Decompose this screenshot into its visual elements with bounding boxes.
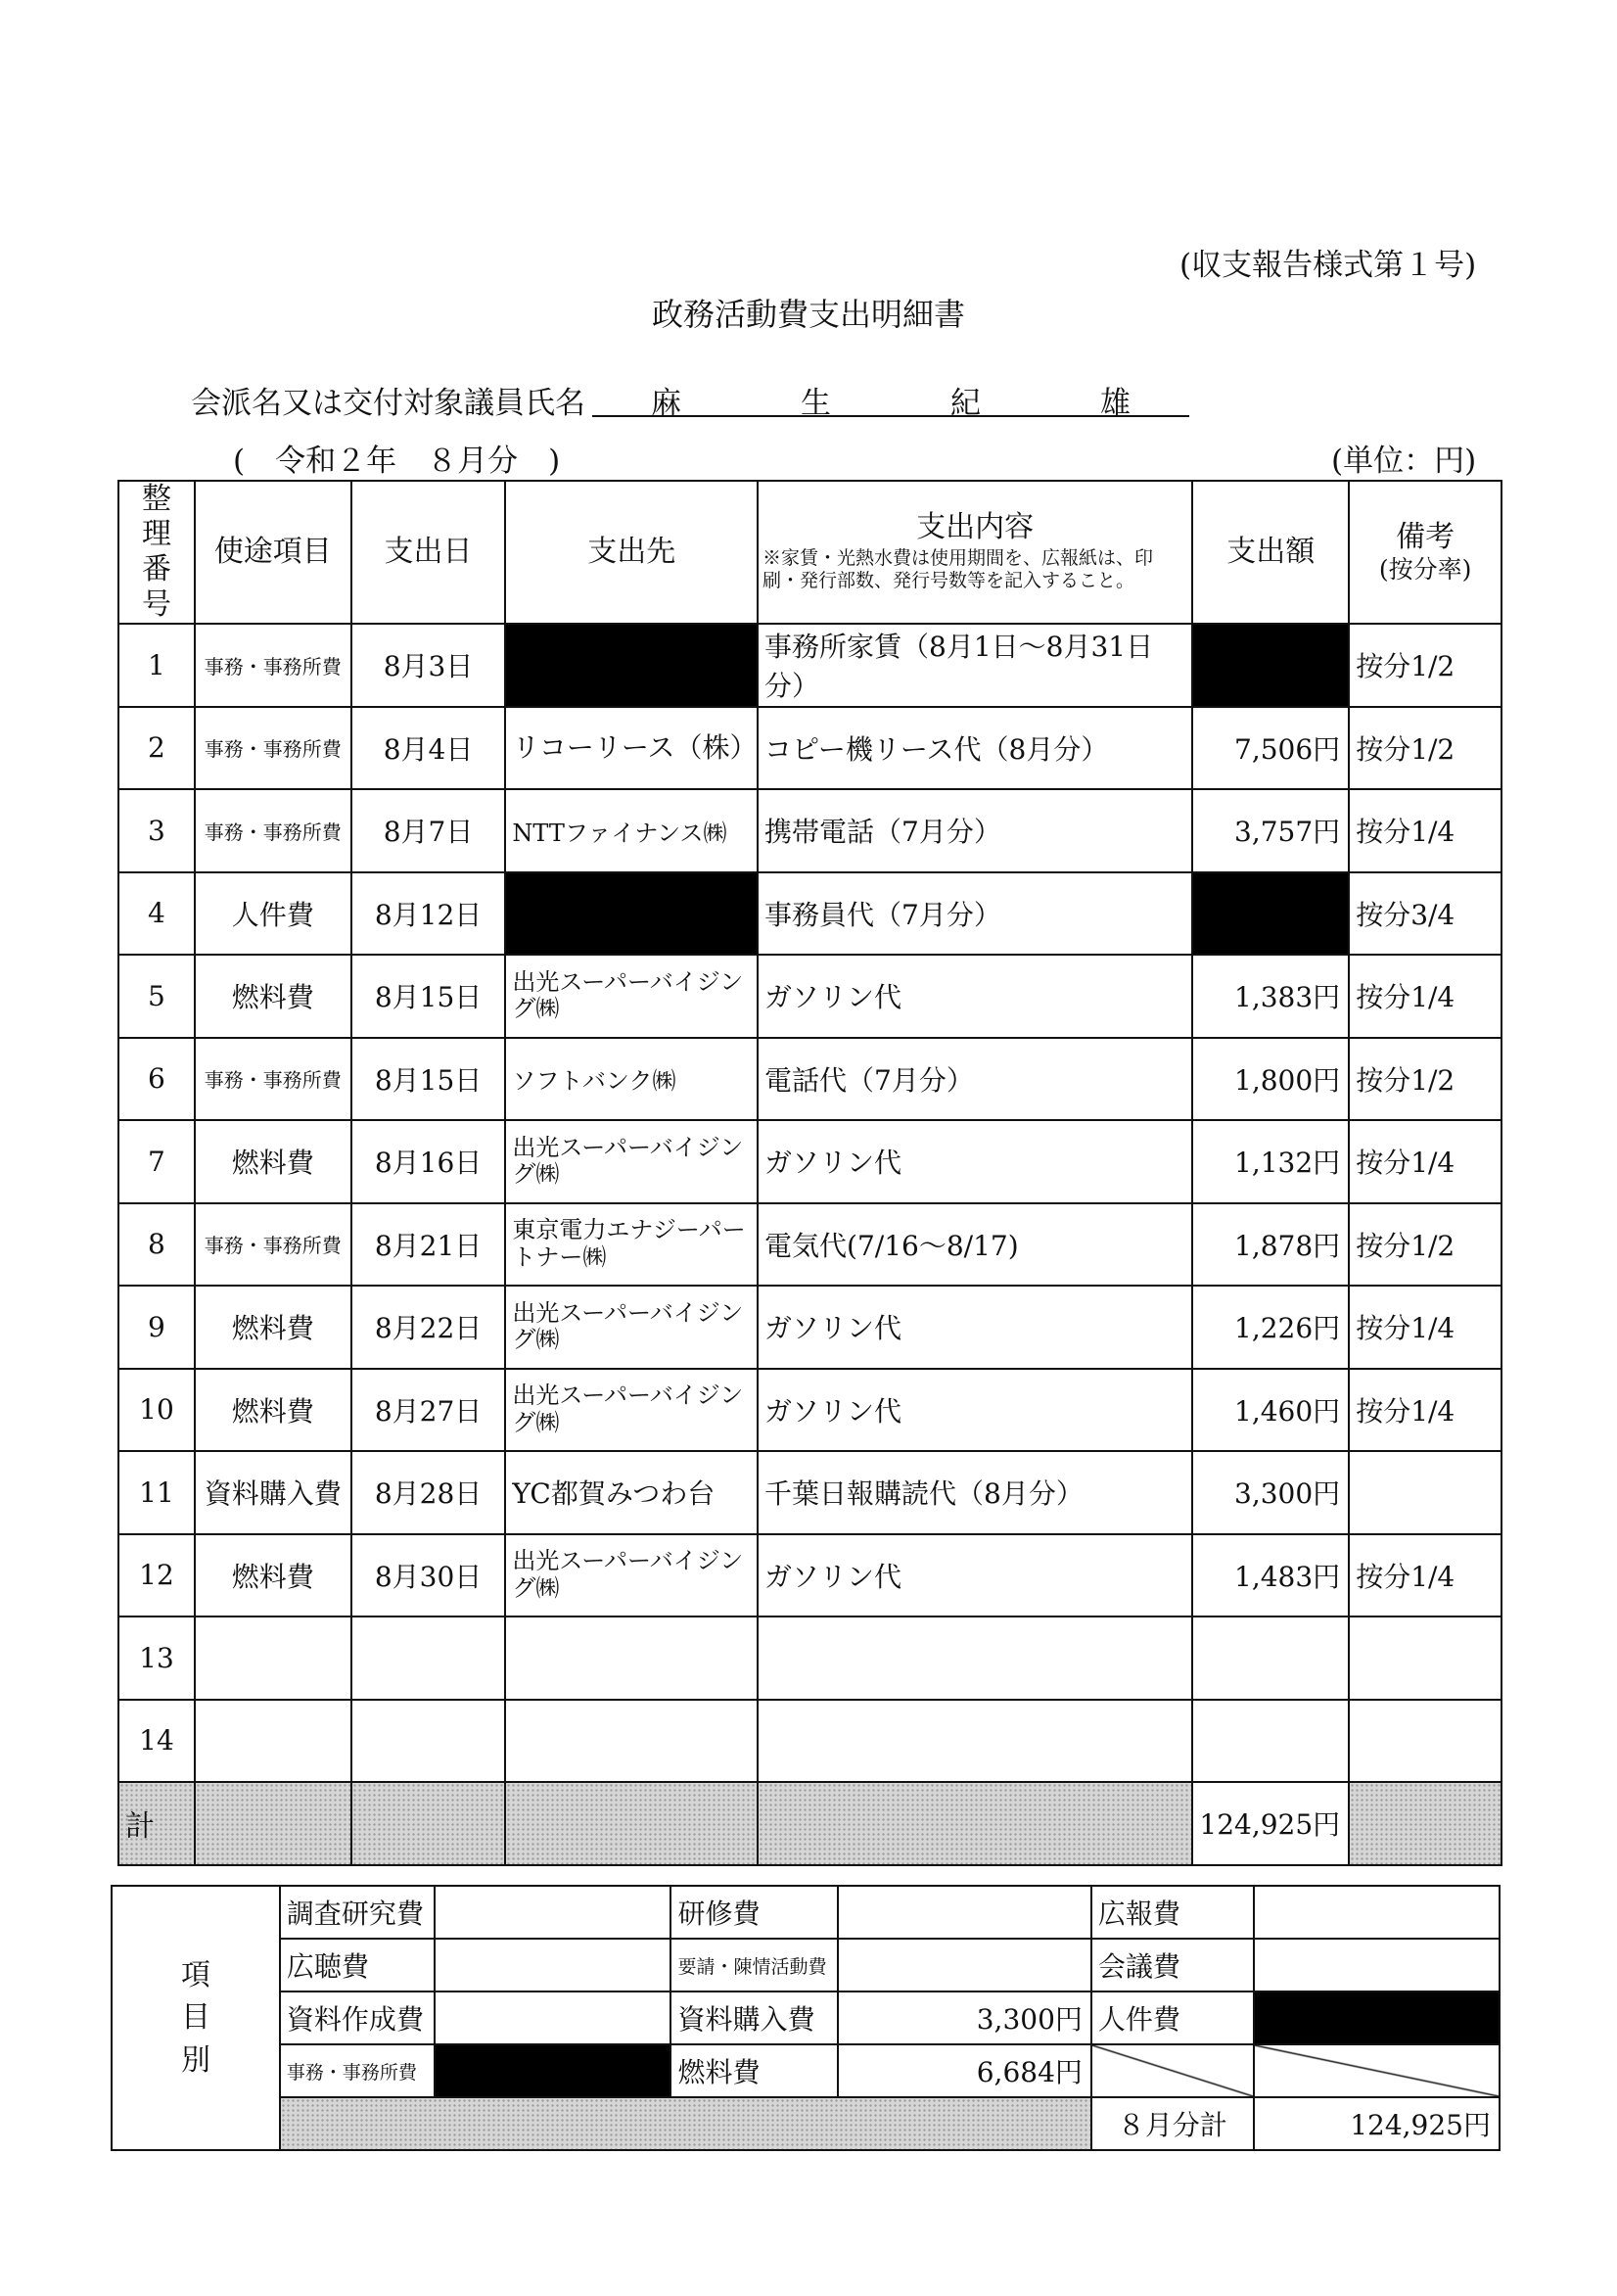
value-office-redacted	[435, 2044, 670, 2097]
table-row	[118, 1203, 1502, 1287]
header-no: 整理番号	[118, 481, 195, 624]
cell-amount	[1192, 1700, 1349, 1783]
cell-remarks	[1349, 1700, 1502, 1783]
cell-no: 4	[118, 872, 195, 956]
cell-vendor: YC都賀みつわ台	[505, 1451, 758, 1534]
cell-content: 電気代(7/16～8/17)	[758, 1203, 1192, 1287]
cell-no: 14	[118, 1700, 195, 1783]
cell-category: 燃料費	[195, 955, 351, 1038]
table-row	[118, 955, 1502, 1038]
cell-date: 8月28日	[351, 1451, 506, 1534]
total-amount: 124,925円	[1192, 1782, 1349, 1865]
label-document-purchase: 資料購入費	[670, 1991, 837, 2044]
cell-vendor: 出光スーパーバイジング㈱	[505, 1369, 758, 1452]
cell-category: 事務・事務所費	[195, 1038, 351, 1121]
cell-remarks: 按分1/4	[1349, 955, 1502, 1038]
table-row	[118, 1617, 1502, 1700]
cell-date: 8月22日	[351, 1286, 506, 1369]
side-label-text: 項目別	[180, 1957, 210, 2078]
cell-no: 7	[118, 1120, 195, 1203]
table-row	[118, 872, 1502, 956]
cell-vendor: 出光スーパーバイジング㈱	[505, 1534, 758, 1617]
cell-content: ガソリン代	[758, 1534, 1192, 1617]
name-char: 麻	[651, 386, 681, 421]
cell-no: 3	[118, 789, 195, 872]
document-title: 政務活動費支出明細書	[651, 296, 965, 333]
table-row	[118, 1369, 1502, 1452]
cell-no: 1	[118, 624, 195, 707]
cell-category: 事務・事務所費	[195, 789, 351, 872]
table-row	[118, 789, 1502, 872]
cell-no: 9	[118, 1286, 195, 1369]
table-row	[118, 1534, 1502, 1617]
cell-amount: 1,878円	[1192, 1203, 1349, 1287]
cell-amount: 1,383円	[1192, 955, 1349, 1038]
summary-row	[112, 2097, 1500, 2150]
cell-vendor: ソフトバンク㈱	[505, 1038, 758, 1121]
header-amount: 支出額	[1192, 481, 1349, 624]
total-row	[118, 1782, 1502, 1865]
header-remarks-sub: (按分率)	[1378, 555, 1472, 584]
total-label: 計	[118, 1782, 195, 1865]
cell-category: 燃料費	[195, 1286, 351, 1369]
cell-category: 燃料費	[195, 1369, 351, 1452]
cell-vendor-redacted	[505, 624, 758, 707]
cell-date	[351, 1617, 506, 1700]
cell-remarks: 按分1/2	[1349, 624, 1502, 707]
cell-date: 8月21日	[351, 1203, 506, 1287]
value-document-creation	[435, 1991, 670, 2044]
report-period: ( 令和２年 ８月分 )	[233, 444, 561, 479]
cell-category: 人件費	[195, 872, 351, 956]
name-char: 雄	[1100, 386, 1131, 421]
cell-category: 資料購入費	[195, 1451, 351, 1534]
cell-no: 10	[118, 1369, 195, 1452]
cell-content	[758, 1617, 1192, 1700]
cell-date: 8月15日	[351, 1038, 506, 1121]
label-month-total: ８月分計	[1091, 2097, 1254, 2150]
table-row	[118, 707, 1502, 790]
summary-row	[112, 1991, 1500, 2044]
cell-amount-redacted	[1192, 872, 1349, 956]
shaded-cell	[195, 1782, 351, 1865]
cell-amount: 1,226円	[1192, 1286, 1349, 1369]
value-fuel: 6,684円	[838, 2044, 1091, 2097]
header-content-note: ※家賃・光熱水費は使用期間を、広報紙は、印刷・発行部数、発行号数等を記入すること。	[762, 547, 1154, 591]
value-document-purchase: 3,300円	[838, 1991, 1091, 2044]
label-personnel: 人件費	[1091, 1991, 1254, 2044]
label-document-creation: 資料作成費	[280, 1991, 435, 2044]
label-survey-research: 調査研究費	[280, 1886, 435, 1939]
member-name	[592, 378, 1189, 421]
cell-vendor	[505, 1700, 758, 1783]
table-row	[118, 1286, 1502, 1369]
cell-date	[351, 1700, 506, 1783]
summary-row	[112, 1939, 1500, 1991]
cell-content: 携帯電話（7月分）	[758, 789, 1192, 872]
header-vendor: 支出先	[505, 481, 758, 624]
name-char: 生	[801, 386, 831, 421]
cell-date: 8月15日	[351, 955, 506, 1038]
label-hearing: 広聴費	[280, 1939, 435, 1991]
table-row	[118, 1700, 1502, 1783]
cell-remarks: 按分1/4	[1349, 1120, 1502, 1203]
cell-date: 8月3日	[351, 624, 506, 707]
cell-vendor: 出光スーパーバイジング㈱	[505, 1286, 758, 1369]
summary-row	[112, 2044, 1500, 2097]
cell-content: 事務員代（7月分）	[758, 872, 1192, 956]
diagonal-empty-cell	[1254, 2044, 1500, 2097]
label-fuel: 燃料費	[670, 2044, 837, 2097]
cell-remarks: 按分1/2	[1349, 1203, 1502, 1287]
label-petition: 要請・陳情活動費	[670, 1939, 837, 1991]
cell-content: ガソリン代	[758, 1369, 1192, 1452]
name-char: 紀	[950, 386, 981, 421]
label-publicity: 広報費	[1091, 1886, 1254, 1939]
category-summary-table	[111, 1885, 1501, 2151]
cell-date: 8月30日	[351, 1534, 506, 1617]
value-month-total: 124,925円	[1254, 2097, 1500, 2150]
cell-date: 8月27日	[351, 1369, 506, 1452]
cell-amount	[1192, 1617, 1349, 1700]
cell-no: 6	[118, 1038, 195, 1121]
value-hearing	[435, 1939, 670, 1991]
header-content	[758, 481, 1192, 624]
cell-category	[195, 1617, 351, 1700]
table-row	[118, 1120, 1502, 1203]
summary-row	[112, 1886, 1500, 1939]
cell-date: 8月12日	[351, 872, 506, 956]
table-row	[118, 1038, 1502, 1121]
cell-no: 13	[118, 1617, 195, 1700]
table-row	[118, 624, 1502, 707]
header-category: 使途項目	[195, 481, 351, 624]
value-personnel-redacted	[1254, 1991, 1500, 2044]
value-training	[838, 1886, 1091, 1939]
shaded-cell	[505, 1782, 758, 1865]
cell-category: 燃料費	[195, 1534, 351, 1617]
label-office: 事務・事務所費	[280, 2044, 435, 2097]
diagonal-empty-cell	[1091, 2044, 1254, 2097]
cell-remarks: 按分3/4	[1349, 872, 1502, 956]
cell-content: ガソリン代	[758, 1286, 1192, 1369]
cell-remarks: 按分1/2	[1349, 1038, 1502, 1121]
cell-amount-redacted	[1192, 624, 1349, 707]
cell-date: 8月4日	[351, 707, 506, 790]
header-remarks-title: 備考	[1396, 520, 1455, 554]
shaded-cell	[1349, 1782, 1502, 1865]
cell-content: 事務所家賃（8月1日～8月31日分）	[758, 624, 1192, 707]
cell-no: 12	[118, 1534, 195, 1617]
shaded-cell	[351, 1782, 506, 1865]
cell-remarks: 按分1/4	[1349, 1286, 1502, 1369]
table-row	[118, 1451, 1502, 1534]
cell-no: 2	[118, 707, 195, 790]
cell-category: 事務・事務所費	[195, 707, 351, 790]
cell-vendor-redacted	[505, 872, 758, 956]
label-meeting: 会議費	[1091, 1939, 1254, 1991]
cell-content: ガソリン代	[758, 955, 1192, 1038]
cell-remarks	[1349, 1451, 1502, 1534]
cell-content: コピー機リース代（8月分）	[758, 707, 1192, 790]
cell-no: 5	[118, 955, 195, 1038]
cell-remarks: 按分1/4	[1349, 1369, 1502, 1452]
cell-remarks	[1349, 1617, 1502, 1700]
cell-category: 事務・事務所費	[195, 1203, 351, 1287]
value-publicity	[1254, 1886, 1500, 1939]
value-meeting	[1254, 1939, 1500, 1991]
cell-vendor: 出光スーパーバイジング㈱	[505, 955, 758, 1038]
label-training: 研修費	[670, 1886, 837, 1939]
cell-amount: 3,300円	[1192, 1451, 1349, 1534]
cell-date: 8月7日	[351, 789, 506, 872]
summary-side-label	[112, 1886, 280, 2150]
cell-date: 8月16日	[351, 1120, 506, 1203]
shaded-cell	[758, 1782, 1192, 1865]
cell-category: 事務・事務所費	[195, 624, 351, 707]
cell-remarks: 按分1/4	[1349, 1534, 1502, 1617]
cell-amount: 1,132円	[1192, 1120, 1349, 1203]
value-survey-research	[435, 1886, 670, 1939]
cell-amount: 1,483円	[1192, 1534, 1349, 1617]
cell-no: 11	[118, 1451, 195, 1534]
cell-no: 8	[118, 1203, 195, 1287]
cell-remarks: 按分1/4	[1349, 789, 1502, 872]
cell-remarks: 按分1/2	[1349, 707, 1502, 790]
cell-content: 電話代（7月分）	[758, 1038, 1192, 1121]
cell-vendor	[505, 1617, 758, 1700]
cell-amount: 3,757円	[1192, 789, 1349, 872]
cell-category	[195, 1700, 351, 1783]
shaded-cell	[280, 2097, 1091, 2150]
cell-vendor: リコーリース（株）	[505, 707, 758, 790]
header-content-title: 支出内容	[916, 510, 1035, 545]
cell-vendor: 出光スーパーバイジング㈱	[505, 1120, 758, 1203]
cell-category: 燃料費	[195, 1120, 351, 1203]
table-header-row	[118, 481, 1502, 624]
name-label: 会派名又は交付対象議員氏名	[191, 386, 585, 421]
cell-amount: 7,506円	[1192, 707, 1349, 790]
expense-table	[117, 480, 1502, 1866]
form-number: (収支報告様式第１号)	[1179, 248, 1477, 283]
cell-amount: 1,460円	[1192, 1369, 1349, 1452]
cell-content: 千葉日報購読代（8月分）	[758, 1451, 1192, 1534]
header-date: 支出日	[351, 481, 506, 624]
value-petition	[838, 1939, 1091, 1991]
cell-content	[758, 1700, 1192, 1783]
cell-amount: 1,800円	[1192, 1038, 1349, 1121]
cell-vendor: 東京電力エナジーパートナー㈱	[505, 1203, 758, 1287]
cell-content: ガソリン代	[758, 1120, 1192, 1203]
header-remarks	[1349, 481, 1502, 624]
unit-label: (単位：円)	[1331, 444, 1477, 479]
cell-vendor: NTTファイナンス㈱	[505, 789, 758, 872]
